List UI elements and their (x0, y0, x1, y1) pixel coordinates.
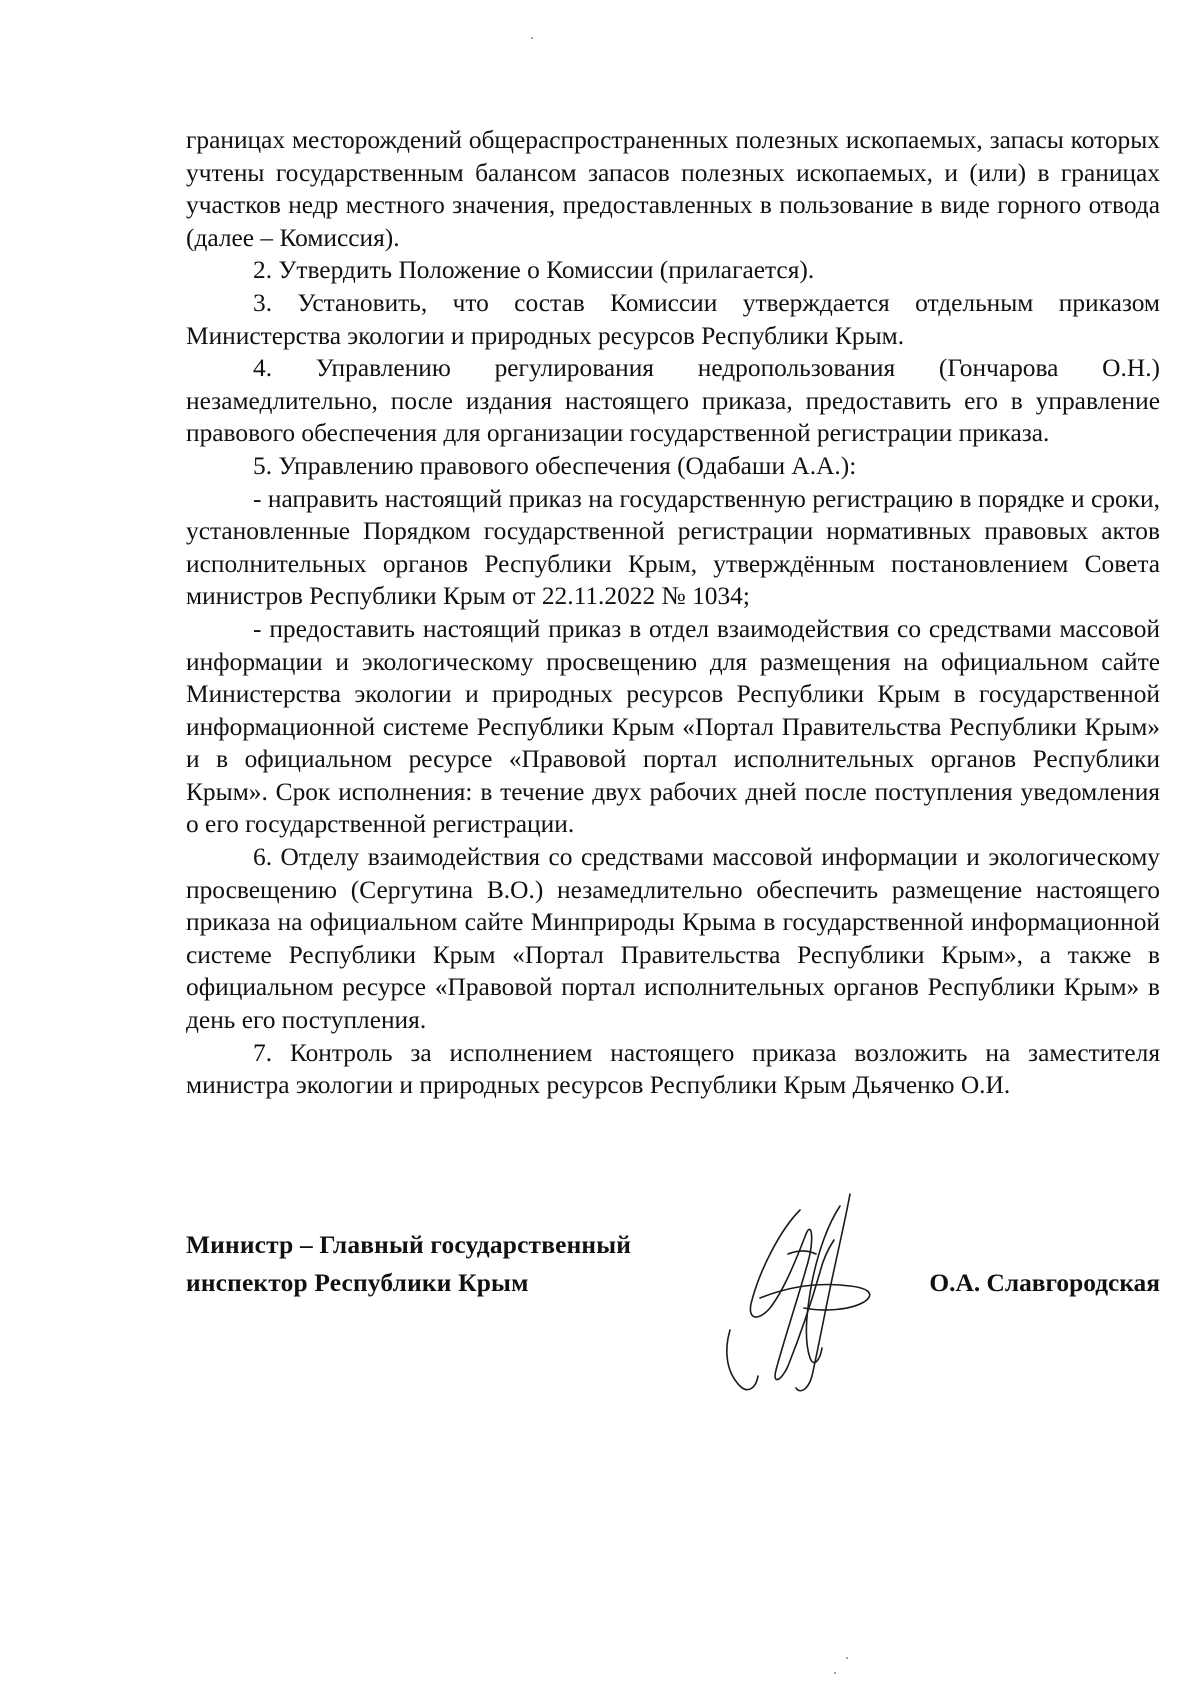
paragraph-item-7: 7. Контроль за исполнением настоящего приказа возложить на заместителя министра экологии и природных ресурсов Республики Крым Дьяченко О.И. (186, 1038, 1160, 1100)
paragraph-item-4: 4. Управлению регулирования недропользования (Гончарова О.Н.) незамедлительно, после издания настоящего приказа, предоставить его в управление правового обеспечения для организации государственной регистрации приказа. (186, 354, 1160, 448)
paragraph-item-5: 5. Управлению правового обеспечения (Одабаши А.А.): (253, 451, 857, 480)
paragraph-continuation: границах месторождений общераспространенных полезных ископаемых, запасы которых учтены государственным балансом запасов полезных ископаемых, и (или) в границах участков недр местного значения, предоставленных в пользование в виде горного отвода (далее – Комиссия). (186, 126, 1160, 252)
signatory-title (186, 1226, 631, 1302)
signatory-title-line-2: инспектор Республики Крым (186, 1269, 529, 1297)
paragraph-item-5-sub-2: - предоставить настоящий приказ в отдел взаимодействия со средствами массовой информации и экологическому просвещению для размещения на официальном сайте Министерства экологии и природных ресурсов Республики Крым в государственной информационной системе Республики Крым «Портал Правительства Республики Крым» и в официальном ресурсе «Правовой портал исполнительных органов Республики Крым». Срок исполнения: в течение двух рабочих дней после поступления уведомления о его государственной регистрации. (186, 614, 1160, 839)
paragraph-item-3: 3. Установить, что состав Комиссии утверждается отдельным приказом Министерства экологии и природных ресурсов Республики Крым. (186, 288, 1160, 350)
signatory-title-line-1: Министр – Главный государственный (186, 1231, 632, 1259)
document-body (186, 124, 1160, 1102)
paragraph-item-5-sub-1: - направить настоящий приказ на государственную регистрацию в порядке и сроки, установленные Порядком государственной регистрации нормативных правовых актов исполнительных органов Республики Крым, утверждённым постановлением Совета министров Республики Крым от 22.11.2022 № 1034; (186, 484, 1160, 611)
scan-speck (846, 1657, 848, 1659)
signature-block (186, 1226, 1160, 1396)
paragraph-item-2: 2. Утвердить Положение о Комиссии (прилагается). (253, 256, 815, 285)
signatory-name: О.А. Славгородская (929, 1269, 1160, 1297)
scan-speck (531, 37, 533, 39)
paragraph-item-6: 6. Отделу взаимодействия со средствами массовой информации и экологическому просвещению (Сергутина В.О.) незамедлительно обеспечить размещение настоящего приказа на официальном сайте Минприроды Крыма в государственной информационной системе Республики Крым «Портал Правительства Республики Крым», а также в официальном ресурсе «Правовой портал исполнительных органов Республики Крым» в день его поступления. (186, 843, 1160, 1035)
scan-speck (834, 1672, 836, 1674)
handwritten-signature (700, 1190, 900, 1400)
